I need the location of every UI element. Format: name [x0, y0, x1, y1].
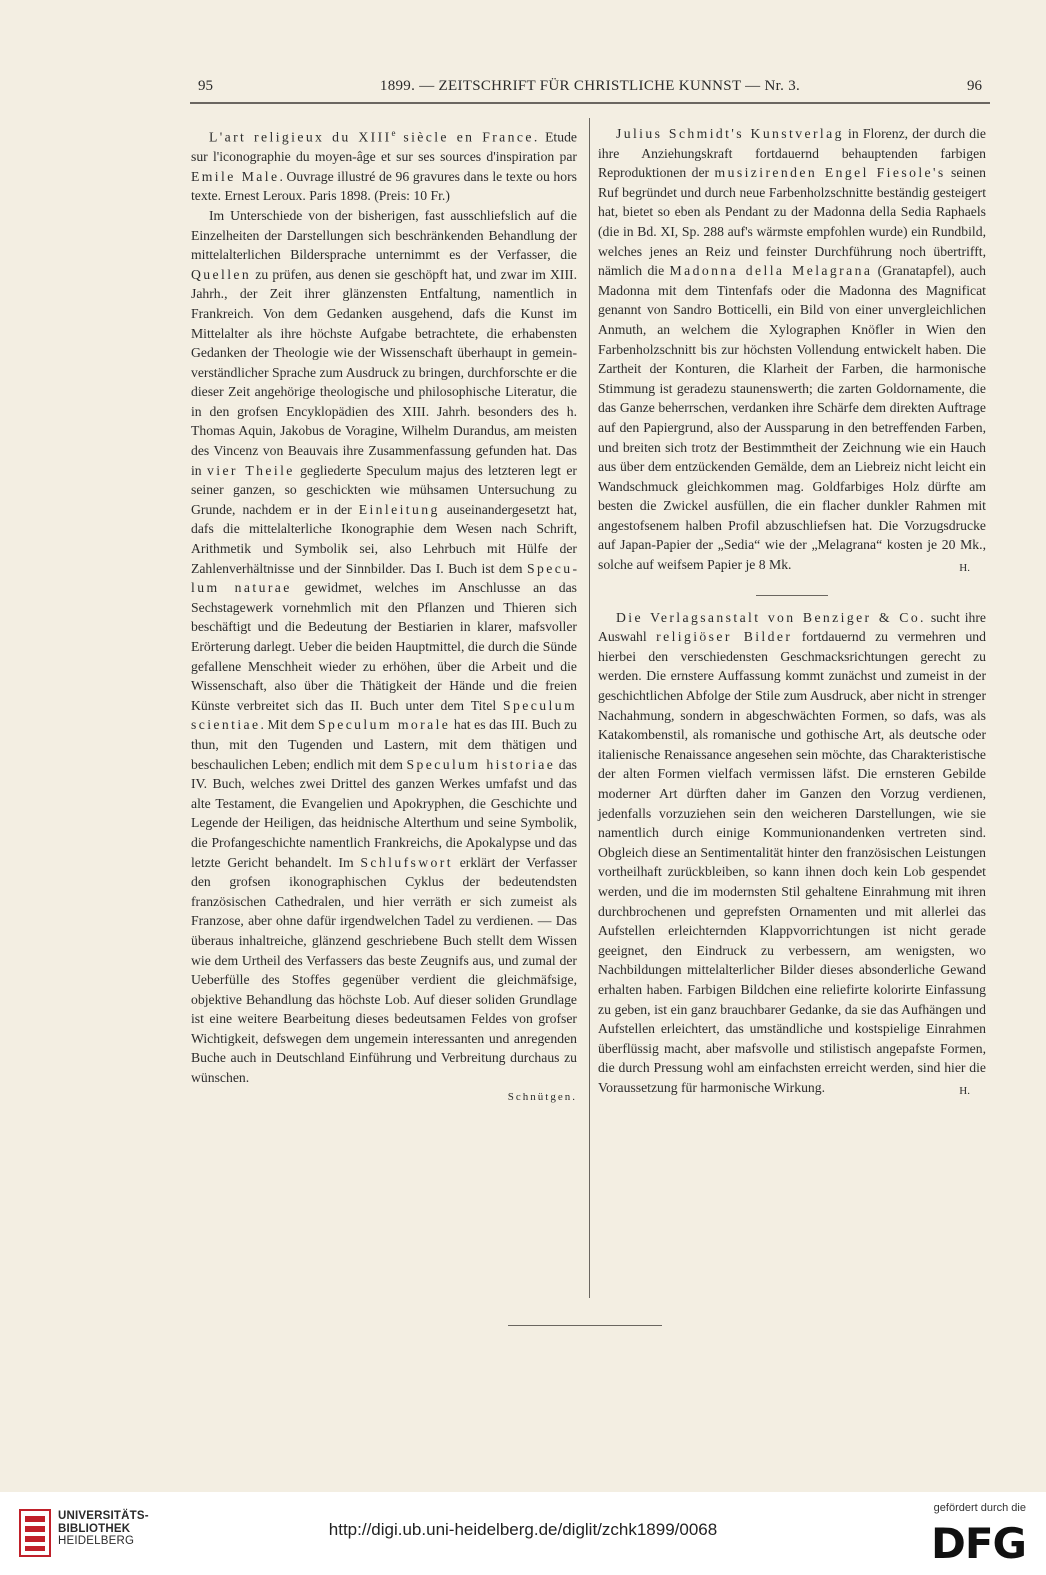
library-name: UNIVERSITÄTS- BIBLIOTHEK HEIDELBERG — [58, 1510, 149, 1547]
dfg-logo: DFG — [930, 1519, 1026, 1568]
column-divider — [589, 118, 590, 1298]
left-column — [191, 124, 577, 1107]
author-name: Emile Male — [191, 168, 280, 184]
book-title: L'art religieux du XIII — [209, 129, 392, 145]
review-paragraph-1: L'art religieux du XIIIe siècle en France. Etude sur l'iconographie du moyen-âge et sur ses sources d'inspiration par Emile Male. Ouvrage illustré de 96 gravures dans le texte ou hors texte. Ernest Leroux. Paris 1898. (Preis: 10 Fr.) — [191, 128, 578, 204]
review-paragraph-2: Im Unterschiede von der bisherigen, fast ausschliefslich auf die Einzelheiten der Darstellungen sich beschränkenden Behandlung der mittelalterlichen Bildersprache unternimmt es der Verfasser, die Quellen zu prüfen, aus denen sie geschöpft hat, und zwar im XIII. Jahrh., der Zeit ihrer glänzensten Entfaltung, namentlich in Frankreich. Von dem Gedanken ausgehend, dafs die Kunst im Mittelalter als ihre höchste Aufgabe betrachtete, die erhabensten Gedanken der Theologie wie der Wissenschaft überhaupt in gemeinverständlicher Sprache zum Ausdruck zu bringen, durchforschte er die dieser Zeit angehörige theologische und philosophische Literatur, die in den grofsen Encyklopädien des XIII. Jahrh. besonders des h. Thomas Aquin, Jakobus de Voragine, Wilhelm Durandus, am meisten des Vincenz von Beauvais ihre Zusammenfassung gefunden hat. Das in vier Theile gegliederte Speculum majus des letzteren legt er seiner ganzen, so geschickten wie mühsamen Untersuchung zu Grunde, nachdem er in der Einleitung auseinandergesetzt hat, dafs die mittelalterliche Ikonographie dem Wesen nach Schrift, Arithmetik und Symbolik sei, also Lehrbuch mit Hülfe der Zahlenverhältnisse und der Sinnbilder. Das I. Buch ist dem Speculum naturae gewidmet, welches im Anschlusse an das Sechstagewerk vornehmlich mit den Pflanzen und Thieren sich beschäftigt und die Bedeutung der Bestiarien in klarer, mafsvoller Erörterung darlegt. Ueber die beiden Hauptmittel, die durch die Sünde gefallene Menschheit wieder zu erhöhen, über die Arbeit und die Wissenschaft, also über die Thätigkeit der Hände und die freien Künste verbreitet sich das II. Buch unter dem Titel Speculum scientiae. Mit dem Speculum morale hat es das III. Buch zu thun, mit den Tugenden und Lastern, mit dem thätigen und beschaulichen Leben; endlich mit dem Speculum historiae das IV. Buch, welches zwei Drittel des ganzen Werkes umfafst und das alte Testament, die Evangelien und Apokryphen, die Geschichte und Legende der Heiligen, das heidnische Alterthum und seine Symbolik, die Profangeschichte namentlich Frankreichs, die Apokalypse und das letzte Gericht behandelt. Im Schlufswort erklärt der Verfasser den grofsen ikonographischen Cyklus der bedeutendsten französischen Cathedralen, und hier verräth er sich zumeist als Franzose, aber ohne dafür irgendwelchen Tadel zu verdienen. — Das überaus inhaltreiche, glänzend geschriebene Buch stellt dem Wissen wie dem Urtheil des Verfassers das beste Zeugnifs aus, und zumal der Ueberfülle des Stoffes gegenüber verdient die gleichmäfsige, objektive Behandlung das höchste Lob. Auf dieser soliden Grundlage ist eine weitere Bearbeitung dieses bedeutsamen Feldes von grofser Wichtigkeit, defswegen dem ungemein interessanten und anregenden Buche auch in Deutschland Einführung und Verbreitung durchaus zu wünschen. — [191, 207, 578, 1086]
notice-schmidt: Julius Schmidt's Kunstverlag in Florenz, der durch die ihre Anziehungskraft fortdauernd behauptenden farbigen Reproduktionen der musizirenden Engel Fiesole's seinen Ruf begründet und durch neue Farbenholzschnitte beständig gesteigert hat, bietet so eben als Pendant zu der Madonna della Sedia Raphaels (die in Bd. XI, Sp. 288 auf's wärmste empfohlen wurde) ein Rundbild, welches jenes an Reiz und feinster Durchführung noch übertrifft, nämlich die Madonna della Melagrana (Granatapfel), auch Madonna mit dem Tintenfafs oder die Madonna des Magnificat genannt von Sandro Botticelli, ein Bild von einer unvergleichlichen Anmuth, an welchem die Xylographen Knöfler in Wien den Farbenholzschnitt bis zur höchsten Vollendung entwickelt haben. Die Zartheit der Konturen, die Klarheit der Farben, die harmonische Stimmung ist geradezu staunenswerth; die zarten Goldornamente, die das Ganze beherrschen, verdanken ihre Schärfe dem direkten Auftrage auf den Papiergrund, also der Aussparung in den betreffenden Farben, und breiten sich trotz der Bestimmtheit der Zeichnung wie ein Hauch aus über dem entzückenden Gemälde, dem an Liebreiz nicht leicht ein Wandschmuck gleichkommen mag. Goldfarbiges Holz dürfte am besten die Zwickel ausfüllen, die ein flacher dunkler Rahmen mit angestofsenem halben Profil abzuschliefsen hat. Die Vorzugsdrucke auf Japan-Papier der „Sedia“ wie der „Melagrana“ kosten je 20 Mk., solche auf weifsem Papier je 8 Mk. H. — [598, 124, 986, 575]
signature-h: H. — [959, 562, 970, 575]
journal-title: 1899. — ZEITSCHRIFT FÜR CHRISTLICHE KUNNST — Nr. 3. — [379, 78, 801, 94]
permalink-url[interactable]: http://digi.ub.uni-heidelberg.de/diglit/zchk1899/0068 — [328, 1520, 718, 1539]
right-column — [598, 124, 986, 1102]
notice-benziger: Die Verlagsanstalt von Benziger & Co. sucht ihre Auswahl religiöser Bilder fortdauernd zu vermehren und hierbei den verschiedensten Geschmacksrichtungen gerecht zu werden. Die ernstere Auffassung kommt zunächst und zumeist in der geschichtlichen Abfolge der Stile zum Ausdruck, aber nicht in strenger Nachahmung, sondern in abgeschwächten Formen, so dafs, was als Katakombenstil, als romanische und gothische Art, als deutsche oder italienische Renaissance angesehen sein möchte, das Charakteristische der alten Formen vielfach vermissen läfst. Die ernsteren Gebilde moderner Art dürften daher im Ganzen den Vorzug verdienen, jedenfalls vorzuziehen sein den weicheren Darstellungen, wie sie namentlich durch einige Kommunionandenken vertreten sind. Obgleich diese an Sentimentalität hinter den französischen Leistungen vortheilhaft zurückbleiben, so kann ihnen doch kein Lob gespendet werden, und die im modernsten Stil gehaltene Einrahmung mit ihren durchbrochenen und geprefsten Ornamenten und mit allerlei das Aufstellen erleichternden Klappvorrichtungen ist nicht gerade geeignet, den Eindruck zu verbessern, am wenigsten, wo Nachbildungen mittelalterlicher Bilder dieses absonderliche Gewand erhalten haben. Farbigen Bildchen eine reliefirte kolorirte Einfassung zu geben, ist ein ganz brauchbarer Gedanke, da sie das Aufhängen und Aufstellen erleichtert, das umständliche und kostspielige Einrahmen überflüssig macht, aber mafsvolle und stilistisch angepafste Formen, die durch Pressung wohl am einfachsten erreicht werden, sind hier die Voraussetzung für harmonische Wirkung. H. — [598, 608, 986, 1098]
funded-by-label: gefördert durch die — [933, 1502, 1026, 1514]
running-header — [190, 78, 990, 98]
funder-block — [866, 1502, 1026, 1572]
section-rule — [756, 595, 828, 596]
footer-rule — [508, 1325, 662, 1326]
header-rule — [190, 102, 990, 104]
signature-schnuetgen: Schnütgen. — [507, 1090, 577, 1103]
page-number-right: 96 — [967, 78, 982, 94]
signature-h: H. — [959, 1084, 970, 1097]
page-number-left: 95 — [198, 78, 213, 94]
digitization-footer — [0, 1492, 1046, 1575]
